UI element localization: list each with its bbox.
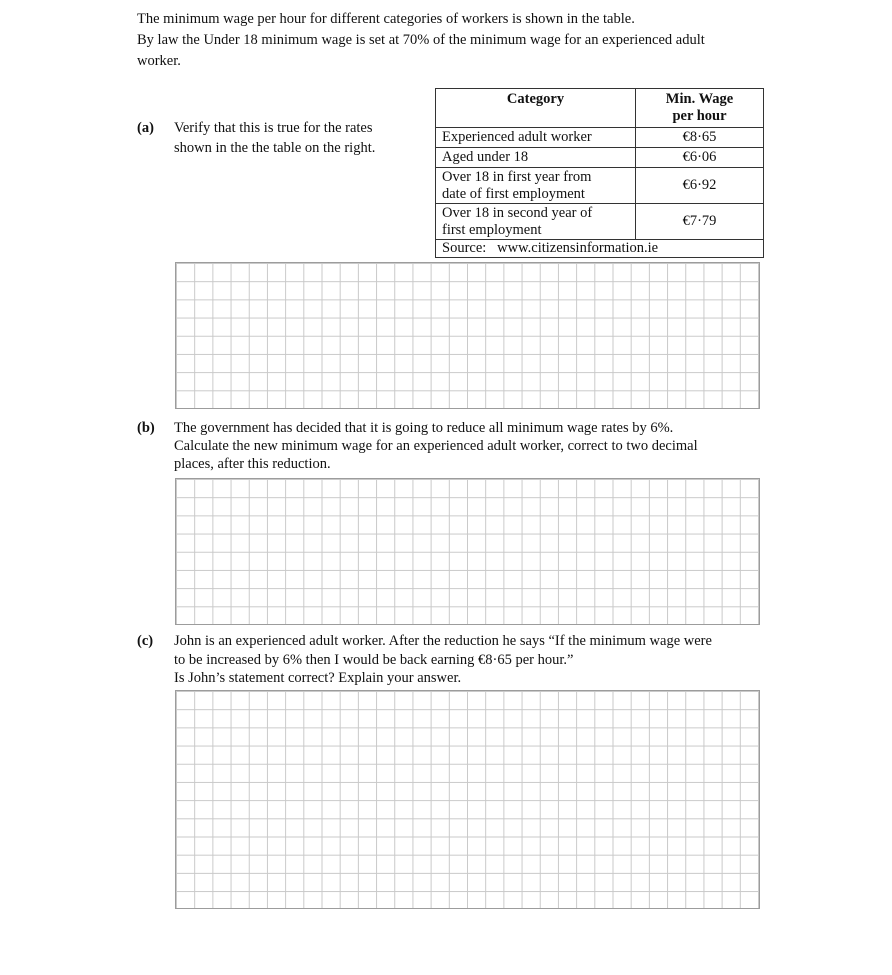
header-min-wage (636, 89, 764, 128)
header-category: Category (436, 89, 636, 128)
part-c-label: (c) (137, 633, 154, 649)
intro-line-2: By law the Under 18 minimum wage is set at 70% of the minimum wage for an experienced adult (137, 32, 705, 48)
table-row (436, 168, 764, 204)
part-b-line-1: The government has decided that it is going to reduce all minimum wage rates by 6%. (174, 420, 674, 436)
table-row (436, 148, 764, 168)
row-category-line-2: date of first employment (442, 185, 585, 202)
source-url: www.citizensinformation.ie (497, 240, 659, 256)
header-min-wage-line-2: per hour (672, 108, 727, 124)
table-header-row (436, 89, 764, 128)
source-label: Source: (442, 240, 487, 256)
answer-grid-a[interactable] (175, 262, 760, 409)
answer-grid-c[interactable] (175, 690, 760, 909)
part-c-line-2: to be increased by 6% then I would be back earning €8·65 per hour.” (174, 652, 574, 668)
part-a-line-1: Verify that this is true for the rates (174, 120, 373, 136)
intro-line-3: worker. (137, 53, 181, 69)
part-c-line-3: Is John’s statement correct? Explain your answer. (174, 670, 462, 686)
row-category-line-2: first employment (442, 221, 542, 238)
row-wage: €6·92 (636, 168, 764, 204)
part-b-line-2: Calculate the new minimum wage for an experienced adult worker, correct to two decimal (174, 438, 698, 454)
intro-line-1: The minimum wage per hour for different categories of workers is shown in the table. (137, 11, 635, 27)
part-c-line-1: John is an experienced adult worker. After the reduction he says “If the minimum wage were (174, 633, 712, 649)
minimum-wage-table (435, 88, 764, 258)
row-category (436, 168, 636, 204)
answer-grid-b[interactable] (175, 478, 760, 625)
table-row (436, 128, 764, 148)
row-wage: €8·65 (636, 128, 764, 148)
part-b-line-3: places, after this reduction. (174, 456, 331, 472)
row-category (436, 204, 636, 240)
row-wage: €6·06 (636, 148, 764, 168)
table-source (436, 240, 764, 258)
row-category: Experienced adult worker (436, 128, 636, 148)
part-a-label: (a) (137, 120, 154, 136)
part-a-line-2: shown in the the table on the right. (174, 140, 376, 156)
row-category-line-1: Over 18 in second year of (442, 204, 593, 221)
table-row (436, 204, 764, 240)
part-b-label: (b) (137, 420, 155, 436)
table-source-row (436, 240, 764, 258)
row-wage: €7·79 (636, 204, 764, 240)
header-min-wage-line-1: Min. Wage (665, 91, 734, 107)
row-category: Aged under 18 (436, 148, 636, 168)
row-category-line-1: Over 18 in first year from (442, 168, 592, 185)
